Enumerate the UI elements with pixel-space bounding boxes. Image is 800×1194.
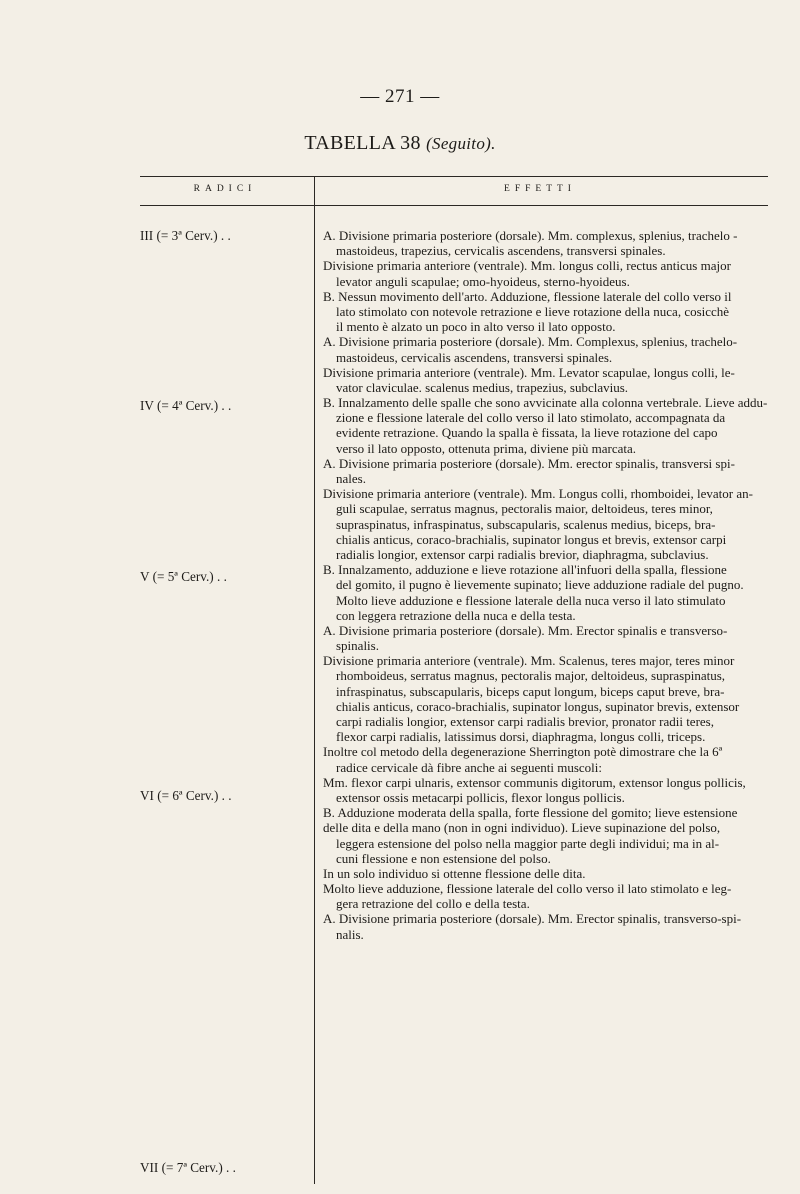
text-line: A. Divisione primaria posteriore (dorsale). Mm. Complexus, splenius, trachelo- [323, 334, 738, 350]
text-line: gera retrazione del collo e della testa. [336, 896, 530, 912]
text-line: A. Divisione primaria posteriore (dorsale). Mm. Erector spinalis e transverso- [323, 622, 728, 638]
text-line: Molto lieve adduzione, flessione laterale del collo verso il lato stimolato e leg- [323, 881, 732, 897]
table-subtitle: (Seguito). [426, 134, 496, 153]
root-label: VII (= 7ª Cerv.) . . [140, 1160, 236, 1175]
text-line: il mento è alzato un poco in alto verso il lato opposto. [336, 319, 616, 335]
text-line: rhomboideus, serratus magnus, pectoralis major, deltoideus, supraspinatus, [336, 668, 726, 684]
text-line: guli scapulae, serratus magnus, pectoralis maior, deltoideus, teres minor, [336, 501, 713, 517]
text-line: delle dita e della mano (non in ogni individuo). Lieve supinazione del polso, [323, 820, 721, 836]
page-number: — 271 — [360, 86, 440, 107]
effects-column [323, 228, 768, 942]
text-line: con leggera retrazione della nuca e della testa. [336, 607, 576, 623]
text-line: vator claviculae. scalenus medius, trapezius, subclavius. [336, 379, 629, 395]
text-line: A. Divisione primaria posteriore (dorsale). Mm. erector spinalis, transversi spi- [323, 455, 735, 471]
text-line: B. Innalzamento, adduzione e lieve rotazione all'infuori della spalla, flessione [323, 562, 727, 578]
text-line: chialis anticus, coraco-brachialis, supinator longus, supinator brevis, extensor [336, 698, 740, 714]
text-line: mastoideus, trapezius, cervicalis ascendens, transversi spinales. [336, 243, 666, 259]
header-bottom-rule [140, 205, 768, 206]
text-line: chialis anticus, coraco-brachialis, supinator longus et brevis, extensor carpi [336, 531, 727, 547]
text-line: A. Divisione primaria posteriore (dorsale). Mm. Erector spinalis, transverso-spi- [323, 911, 742, 927]
text-line: In un solo individuo si ottenne flessione delle dita. [323, 865, 586, 881]
root-label: V (= 5ª Cerv.) . . [140, 569, 227, 584]
header-effetti: EFFETTI [504, 184, 576, 194]
text-line: radialis longior, extensor carpi radialis brevior, diaphragma, subclavius. [336, 546, 709, 562]
text-line: extensor ossis metacarpi pollicis, flexor longus pollicis. [336, 789, 625, 805]
text-line: Divisione primaria anteriore (ventrale). Mm. longus colli, rectus anticus major [323, 258, 731, 274]
text-line: levator anguli scapulae; omo-hyoideus, sterno-hyoideus. [336, 273, 630, 289]
column-divider [314, 176, 315, 1184]
text-line: Molto lieve adduzione e flessione laterale della nuca verso il lato stimulato [336, 592, 726, 608]
text-line: Divisione primaria anteriore (ventrale). Mm. Levator scapulae, longus colli, le- [323, 364, 735, 380]
text-line: leggera estensione del polso nella maggior parte degli individui; ma in al- [336, 835, 720, 851]
text-line: del gomito, il pugno è lievemente supinato; lieve adduzione radiale del pugno. [336, 577, 744, 593]
text-line: Divisione primaria anteriore (ventrale). Mm. Scalenus, teres major, teres minor [323, 653, 735, 669]
text-line: B. Adduzione moderata della spalla, forte flessione del gomito; lieve estensione [323, 805, 738, 821]
text-line: evidente retrazione. Quando la spalla è fissata, la lieve rotazione del capo [336, 425, 718, 441]
text-line: Inoltre col metodo della degenerazione Sherrington potè dimostrare che la 6ª [323, 744, 723, 760]
text-line: lato stimolato con notevole retrazione e lieve rotazione della nuca, cosicchè [336, 303, 730, 319]
header-radici: RADICI [193, 184, 257, 194]
root-label: III (= 3ª Cerv.) . . [140, 228, 231, 243]
text-line: mastoideus, cervicalis ascendens, transversi spinales. [336, 349, 613, 365]
text-line: spinalis. [336, 638, 379, 654]
text-line: zione e flessione laterale del collo verso il lato stimolato, accompagnata da [336, 410, 726, 426]
table-title-text: TABELLA 38 [304, 132, 421, 154]
root-label: IV (= 4ª Cerv.) . . [140, 398, 232, 413]
text-line: infraspinatus, subscapularis, biceps caput longum, biceps caput breve, bra- [336, 683, 725, 699]
text-line: supraspinatus, infraspinatus, subscapularis, scalenus medius, biceps, bra- [336, 516, 716, 532]
text-line: carpi radialis longior, extensor carpi radialis brevior, pronator radii teres, [336, 714, 714, 729]
header-top-rule [140, 176, 768, 177]
text-line: cuni flessione e non estensione del polso. [336, 850, 551, 866]
text-line: radice cervicale dà fibre anche ai seguenti muscoli: [336, 759, 603, 775]
root-label: VI (= 6ª Cerv.) . . [140, 788, 232, 803]
text-line: flexor carpi radialis, latissimus dorsi, diaphragma, longus colli, triceps. [336, 729, 706, 745]
text-line: nalis. [336, 926, 364, 942]
text-line: B. Nessun movimento dell'arto. Adduzione, flessione laterale del collo verso il [323, 288, 732, 304]
text-line: Divisione primaria anteriore (ventrale). Mm. Longus colli, rhomboidei, levator an- [323, 486, 753, 502]
text-line: B. Innalzamento delle spalle che sono avvicinate alla colonna vertebrale. Lieve addu- [323, 395, 768, 411]
text-line: nales. [336, 471, 366, 486]
table-title [0, 132, 800, 155]
text-line: Mm. flexor carpi ulnaris, extensor communis digitorum, extensor longus pollicis, [323, 774, 746, 790]
text-line: verso il lato opposto, ottenuta prima, diviene più marcata. [336, 440, 637, 456]
text-line: A. Divisione primaria posteriore (dorsale). Mm. complexus, splenius, trachelo - [323, 228, 738, 243]
